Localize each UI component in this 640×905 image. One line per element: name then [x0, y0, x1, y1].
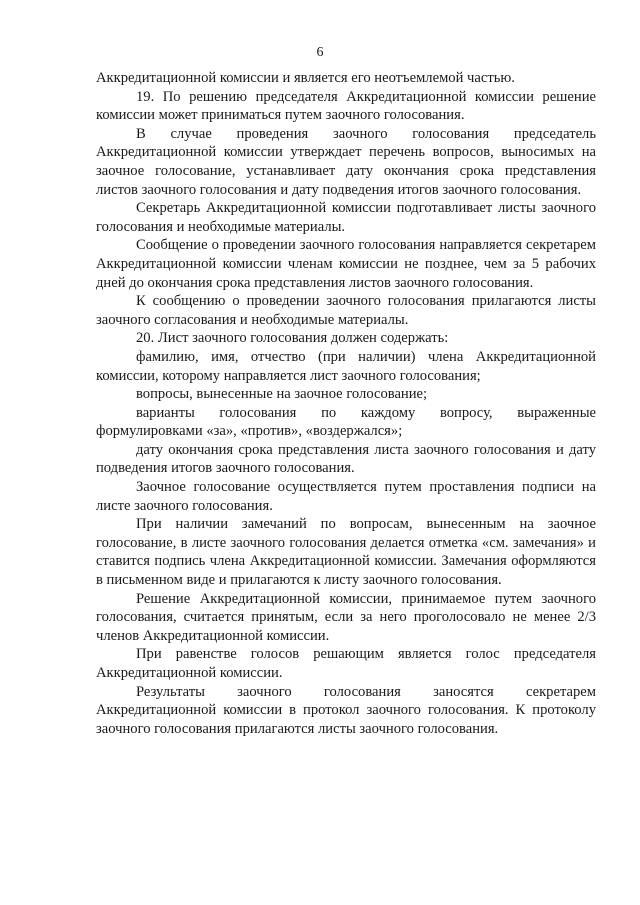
paragraph: фамилию, имя, отчество (при наличии) члена Аккредитационной комиссии, которому направляется лист заочного голосования; — [96, 348, 596, 384]
paragraph: Заочное голосование осуществляется путем проставления подписи на листе заочного голосования. — [96, 479, 596, 514]
paragraph: вопросы, вынесенные на заочное голосование; — [136, 386, 428, 403]
paragraph: При равенстве голосов решающим является голос председателя Аккредитационной комиссии. — [96, 646, 596, 681]
paragraph: При наличии замечаний по вопросам, вынесенным на заочное голосование, в листе заочного голосования делается отметка «см. замечания» и ставится подпись члена Аккредитационной комиссии. Замечания оформляются в письменном виде и прилагаются к листу заочного голосования. — [96, 516, 596, 589]
paragraph: Результаты заочного голосования заносятся секретарем Аккредитационной комиссии в протокол заочного голосования. К протоколу заочного голосования прилагаются листы заочного голосования. — [96, 683, 596, 737]
paragraph: варианты голосования по каждому вопросу, выраженные формулировками «за», «против», «воздержался»; — [96, 404, 596, 440]
body-text — [96, 69, 596, 738]
paragraph: Аккредитационной комиссии и является его неотъемлемой частью. — [96, 70, 515, 86]
paragraph: К сообщению о проведении заочного голосования прилагаются листы заочного согласования и необходимые материалы. — [96, 293, 596, 328]
paragraph: Сообщение о проведении заочного голосования направляется секретарем Аккредитационной комиссии членам комиссии не позднее, чем за 5 рабочих дней до окончания срока представления листов заочного голосования. — [96, 237, 596, 291]
paragraph: В случае проведения заочного голосования председатель Аккредитационной комиссии утверждает перечень вопросов, выносимых на заочное голосование, устанавливает дату окончания срока представления листов заочного голосования и дату подведения итогов заочного голосования. — [96, 125, 596, 198]
paragraph: 20. Лист заочного голосования должен содержать: — [136, 330, 449, 347]
paragraph: Секретарь Аккредитационной комиссии подготавливает листы заочного голосования и необходимые материалы. — [96, 200, 596, 235]
paragraph: Решение Аккредитационной комиссии, принимаемое путем заочного голосования, считается принятым, если за него проголосовало не менее 2/3 членов Аккредитационной комиссии. — [96, 590, 596, 644]
paragraph: дату окончания срока представления листа заочного голосования и дату подведения итогов заочного голосования. — [96, 441, 596, 477]
page-number: 6 — [316, 45, 324, 60]
paragraph: 19. По решению председателя Аккредитационной комиссии решение комиссии может приниматься путем заочного голосования. — [96, 88, 596, 124]
